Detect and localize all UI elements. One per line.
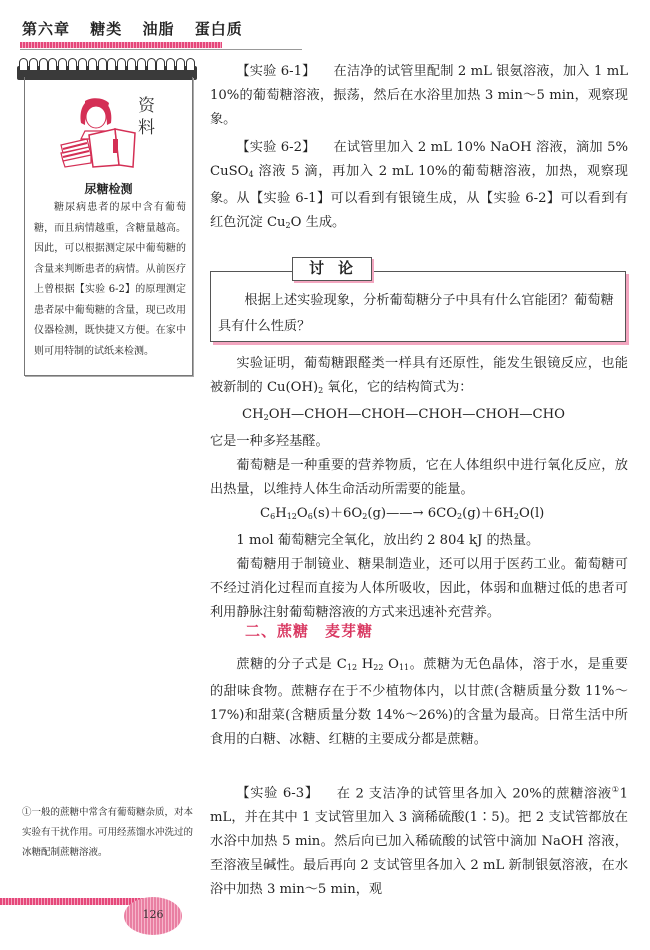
footnote: ①一般的蔗糖中常含有葡萄糖杂质，对本实验有干扰作用。可用经蒸馏水冲洗过的冰糖配制蔗糖溶液。 [22, 807, 194, 858]
note-label: 资料 [138, 96, 155, 138]
subscript: 22 [373, 663, 384, 672]
subscript: 2 [513, 512, 519, 521]
uses-paragraph: 葡萄糖用于制镜业、糖果制造业，还可以用于医药工业。葡萄糖可不经过消化过程而直接为人体所吸收，因此，体弱和血糖过低的患者可利用静脉注射葡萄糖溶液的方式来迅速补充营养。 [210, 557, 628, 620]
subscript: 11 [398, 663, 410, 672]
note-heading: 尿糖检测 [84, 182, 133, 196]
discussion-title: 讨论 [292, 257, 372, 281]
reaction-arrow-icon: ——→ [386, 506, 424, 521]
paragraph-text: 实验证明，葡萄糖跟醛类一样具有还原性，能发生银镜反应，也能被新制的 Cu(OH) [210, 356, 628, 395]
footnote-marker: ① [611, 785, 620, 794]
experiment-text: 在洁净的试管里配制 2 mL 银氨溶液，加入 1 mL 10%的葡萄糖溶液，振荡，然后在水浴里加热 3 min～5 min，观察现象。 [210, 64, 628, 127]
paragraph-text: O [383, 657, 399, 672]
subscript: 12 [346, 663, 358, 672]
section-title: 二、蔗糖 麦芽糖 [245, 622, 374, 640]
formula-part: (s)＋6O [312, 506, 363, 521]
formula-part: (g)＋6H [462, 506, 514, 521]
subscript: 2 [457, 512, 463, 521]
subscript: 2 [318, 386, 324, 395]
combustion-equation [210, 502, 628, 529]
formula-part: 6CO [423, 506, 457, 521]
experiment-6-1 [210, 60, 628, 132]
girl-reading-icon [55, 95, 150, 170]
subscript: 6 [307, 512, 313, 521]
note-body: 糖尿病患者的尿中含有葡萄糖，而且病情越重，含糖量越高。因此，可以根据测定尿中葡萄糖的含量来判断患者的病情。从前医疗上曾根据【实验 6-2】的原理测定患者尿中葡萄糖的含量，现已改用仪器检测，既快捷又方便。在家中则可用特制的试纸来检测。 [34, 202, 186, 357]
experiment-tag: 【实验 6-3】 [236, 786, 319, 802]
subscript: 2 [285, 221, 291, 230]
nutrition-paragraph: 葡萄糖是一种重要的营养物质，它在人体组织中进行氧化反应，放出热量，以维持人体生命活动所需要的能量。 [210, 458, 628, 497]
subscript: 6 [270, 512, 276, 521]
heat-release-note: 1 mol 葡萄糖完全氧化，放出约 2 804 kJ 的热量。 [236, 533, 540, 548]
sucrose-paragraph [210, 653, 628, 752]
polyhydroxy-note: 它是一种多羟基醛。 [210, 434, 329, 449]
experiment-text: 溶液 5 滴，再加入 2 mL 10%的葡萄糖溶液，加热，观察现象。 [210, 164, 628, 206]
paragraph-text: 。蔗糖为无色晶体，溶于水，是重要的甜味食物。蔗糖存在于不少植物体内，以甘蔗(含糖质量分数 11%～17%)和甜菜(含糖质量分数 14%～26%)的含量为最高。日常生活中所食用的白糖、冰糖、红糖的主要成分都是蔗糖。 [210, 657, 628, 747]
paragraph-text: H [357, 657, 374, 672]
paragraph-text: O 生成。 [290, 215, 346, 230]
formula-part: O(l) [519, 506, 545, 521]
subscript: 2 [362, 512, 368, 521]
paragraph-text: 氧化，它的结构简式为： [323, 380, 473, 395]
page-number: 126 [142, 908, 164, 921]
formula-part: CH [242, 407, 264, 422]
experiment-text: 1 mL，并在其中 1 支试管里加入 3 滴稀硫酸(1∶5)。把 2 支试管都放在水浴中加热 5 min。然后向已加入稀硫酸的试管中滴加 NaOH 溶液，至溶液呈碱性。最后再向 2 支试管里各加入 2 mL 新制银氨溶液，在水浴中加热 3 min～5 min，观 [210, 786, 629, 898]
experiment-6-3 [210, 778, 628, 902]
spiral-rings-icon [19, 58, 195, 78]
experiment-tag: 【实验 6-2】 [236, 140, 316, 155]
experiment-tag: 【实验 6-1】 [236, 64, 316, 79]
experiment-text: 在 2 支洁净的试管里各加入 20%的蔗糖溶液 [336, 786, 612, 802]
chapter-header [22, 18, 257, 39]
subscript: 12 [286, 512, 297, 521]
chapter-title-part: 糖类 [90, 20, 123, 38]
proof-paragraph [210, 352, 628, 625]
subscript: 2 [263, 413, 269, 422]
formula-part: OH—CHOH—CHOH—CHOH—CHOH—CHO [268, 407, 565, 422]
formula-part: (g) [367, 506, 387, 521]
formula-part: C [260, 506, 271, 521]
experiment-text: 在试管里加入 2 mL 10% NaOH 溶液，滴加 5% CuSO [210, 140, 628, 179]
paragraph-text: 蔗糖的分子式是 C [236, 657, 347, 672]
chapter-title-part: 蛋白质 [194, 20, 243, 38]
header-stripe [20, 42, 222, 48]
discussion-text [218, 288, 620, 340]
formula-part: O [296, 506, 308, 521]
subscript: 4 [248, 170, 254, 179]
observation-paragraph [210, 187, 628, 238]
formula-part: H [275, 506, 287, 521]
header-rule [20, 49, 302, 50]
chapter-title-part: 油脂 [142, 20, 175, 38]
paragraph-text: 从【实验 6-1】可以看到有银镜生成，从【实验 6-2】可以看到有红色沉淀 Cu [210, 191, 628, 230]
structural-formula [210, 403, 628, 430]
chapter-number: 第六章 [22, 20, 71, 38]
discussion-question: 根据上述实验现象，分析葡萄糖分子中具有什么官能团？葡萄糖具有什么性质？ [218, 293, 614, 334]
